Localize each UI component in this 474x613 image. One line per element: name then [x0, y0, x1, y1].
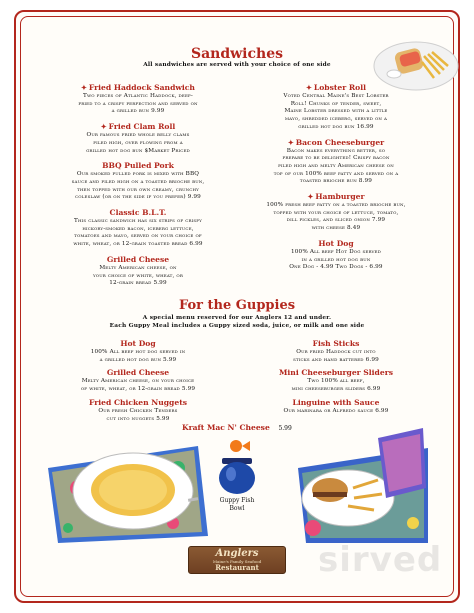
menu-item-line: Two 100% all beef, — [307, 378, 365, 385]
anglers-logo — [188, 546, 286, 574]
menu-item-line: Voted Central Maine's Best Lobster — [283, 93, 389, 99]
menu-item-description — [236, 148, 436, 187]
logo-name: Anglers — [215, 548, 259, 559]
menu-item-line: a grilled hot dog bun 5.99 — [99, 356, 177, 363]
menu-item-line: cut into nuggets 5.99 — [106, 415, 170, 422]
menu-item-description — [43, 265, 233, 288]
menu-item-line: mayo, shredded iceberg, served on a — [284, 116, 388, 123]
menu-item-name — [43, 398, 233, 407]
menu-item-description — [43, 408, 233, 423]
menu-item-title: Hot Dog — [318, 238, 354, 248]
menu-item-line: toasted brioche bun 8.99 — [299, 178, 373, 185]
menu-item-line: then topped with our own creamy, crunchy — [77, 186, 199, 193]
menu-item-description — [43, 218, 233, 249]
menu-item-line: top of our 100% beef patty and served on a — [273, 170, 399, 177]
menu-item-line: Our fresh Chicken Tenders — [98, 407, 178, 414]
menu-item-name — [43, 83, 233, 92]
menu-item-line: your choice of white, wheat, or — [93, 272, 183, 279]
menu-item-description — [43, 349, 233, 364]
menu-item-line: white, wheat, or 12-grain toasted bread 6.99 — [73, 241, 203, 248]
lobster-icon: ✦ — [307, 192, 314, 201]
watermark: sirved — [318, 540, 443, 580]
lobster-icon: ✦ — [306, 83, 312, 92]
menu-item-title: Fried Chicken Nuggets — [89, 397, 187, 407]
menu-item-line: 100% All beef hot dog served in — [90, 349, 186, 355]
guppies-subtitle-2: Each Guppy Meal includes a Guppy sized soda, juice, or milk and one side — [109, 323, 365, 329]
menu-item-description — [236, 408, 436, 416]
kraft-mac-price: 5.99 — [278, 425, 292, 432]
menu-item-line: Our famous fried whole belly clams — [86, 132, 190, 139]
menu-item-name — [236, 368, 436, 377]
menu-item-line: prepare to be delighted! Crispy bacon — [282, 155, 390, 162]
menu-item-title: Grilled Cheese — [106, 254, 170, 264]
menu-item-title: Lobster Roll — [313, 83, 366, 92]
menu-item-title: Linguine with Sauce — [292, 397, 380, 407]
menu-item-name — [43, 255, 233, 264]
menu-item-line: 12-grain bread 5.99 — [109, 280, 167, 287]
menu-item-title: Classic B.L.T. — [109, 208, 167, 217]
menu-item-name — [43, 339, 233, 348]
menu-item-title: Fried Haddock Sandwich — [88, 83, 195, 92]
guppy-fish-bowl-photo — [214, 436, 260, 496]
menu-item-line: coleslaw (or on the side if you prefer) 9.99 — [75, 194, 201, 201]
menu-item-title: Bacon Cheeseburger — [295, 137, 385, 147]
menu-item-name — [43, 208, 233, 217]
lobster-icon: ✦ — [81, 83, 87, 92]
menu-item-title: Hot Dog — [120, 339, 156, 348]
menu-item-line: Our fried Haddock cut into — [296, 349, 376, 355]
menu-item-title: Hamburger — [315, 192, 365, 201]
menu-item-line: This classic sandwich has six strips of crispy — [74, 218, 202, 224]
menu-item-line: in a grilled hot dog bun — [301, 256, 371, 263]
menu-item-name — [236, 192, 436, 201]
sandwiches-subtitle: All sandwiches are served with your choice of one side — [143, 62, 331, 68]
menu-item-line: One Dog - 4.99 Two Dogs - 6.99 — [289, 264, 383, 271]
menu-item-description — [43, 93, 233, 116]
menu-item-name — [236, 239, 436, 248]
menu-item-line: topped with your choice of lettuce, tomato, — [273, 209, 399, 216]
menu-item-line: Melty American cheese, on — [99, 264, 177, 271]
menu-item-description — [236, 378, 436, 393]
menu-item-title: Fish Sticks — [312, 339, 360, 348]
menu-item-line: piled high, over flowing from a — [93, 139, 183, 146]
menu-item-line: with cheese 8.49 — [311, 225, 361, 232]
menu-item-name — [43, 122, 233, 131]
fish-bowl-caption-line-2: Bowl — [229, 504, 245, 512]
menu-item-line: Our marinara or Alfredo sauce 6.99 — [283, 407, 389, 414]
menu-item-description — [236, 202, 436, 233]
menu-item-title: Fried Clam Roll — [108, 122, 176, 132]
menu-item-description — [236, 349, 436, 364]
menu-item-line: grilled hot dog bun 16.99 — [298, 123, 374, 130]
menu-item-name — [43, 368, 233, 377]
menu-item-title: Grilled Cheese — [106, 368, 170, 378]
menu-item-description — [236, 249, 436, 272]
menu-item-description — [43, 378, 233, 393]
fish-bowl-caption — [200, 497, 274, 512]
menu-item-name — [43, 161, 233, 170]
menu-item-description — [43, 132, 233, 155]
menu-item-line: grilled hot dog bun $Market Priced — [86, 147, 190, 154]
menu-item-line: mini cheeseburger sliders 6.99 — [291, 386, 381, 393]
menu-item-line: piled high and melty American cheese on — [278, 162, 394, 169]
menu-item-line: Roll! Chunks of tender, sweet, — [290, 100, 382, 107]
menu-item-line: Two pieces of Atlantic Haddock, deep- — [83, 93, 193, 99]
menu-item-line: 100% All beef Hot Dog served — [291, 248, 381, 255]
menu-item-description — [43, 171, 233, 202]
menu-item-line: sauce and piled high on a toasted brioche bun, — [71, 178, 205, 185]
menu-item-line: 100% fresh beef patty on a toasted brioche bun, — [266, 202, 406, 208]
menu-item-title: Mini Cheeseburger Sliders — [279, 368, 393, 378]
menu-item-name — [236, 138, 436, 147]
logo-tag: Maine's Family Seafood — [212, 559, 262, 564]
menu-item-line: a grilled bun 9.99 — [111, 108, 165, 115]
menu-item-description — [236, 93, 436, 132]
menu-item-line: of white, wheat, or 12-grain bread 5.99 — [80, 386, 196, 393]
menu-item-name — [236, 339, 436, 348]
guppies-title: For the Guppies — [178, 298, 296, 313]
menu-item-name — [236, 398, 436, 407]
menu-item-line: dill pickles, and sliced onion 7.99 — [286, 217, 386, 224]
lobster-icon: ✦ — [100, 122, 107, 132]
menu-item-line: fried to a crispy perfection and served on — [78, 100, 198, 107]
menu-item-name — [236, 83, 436, 92]
fish-bowl-caption-line-1: Guppy Fish — [219, 497, 255, 504]
menu-item-line: Our smoked pulled pork is mixed with BBQ — [76, 171, 200, 178]
menu-item-title: BBQ Pulled Pork — [102, 161, 174, 171]
menu-item-line: sticks and hand battered 6.99 — [293, 356, 379, 363]
menu-item-line: Bacon makes everything better, so — [286, 147, 386, 154]
menu-item-line: Melty American cheese, on your choice — [81, 378, 195, 385]
lobster-icon: ✦ — [287, 137, 294, 147]
menu-item-line: Maine Lobster dressed with a little — [284, 108, 388, 115]
kraft-mac-title: Kraft Mac N' Cheese 5.99 — [182, 423, 292, 432]
guppies-subtitle-1: A special menu reserved for our Anglers 12 and under. — [142, 315, 332, 321]
logo-sub: Restaurant — [215, 563, 259, 572]
menu-item-line: tomatoes and mayo, served on your choice of — [74, 233, 202, 240]
sandwiches-title: Sandwiches — [190, 46, 283, 62]
menu-item-line: hickory-smoked bacon, iceberg lettuce, — [82, 225, 194, 232]
